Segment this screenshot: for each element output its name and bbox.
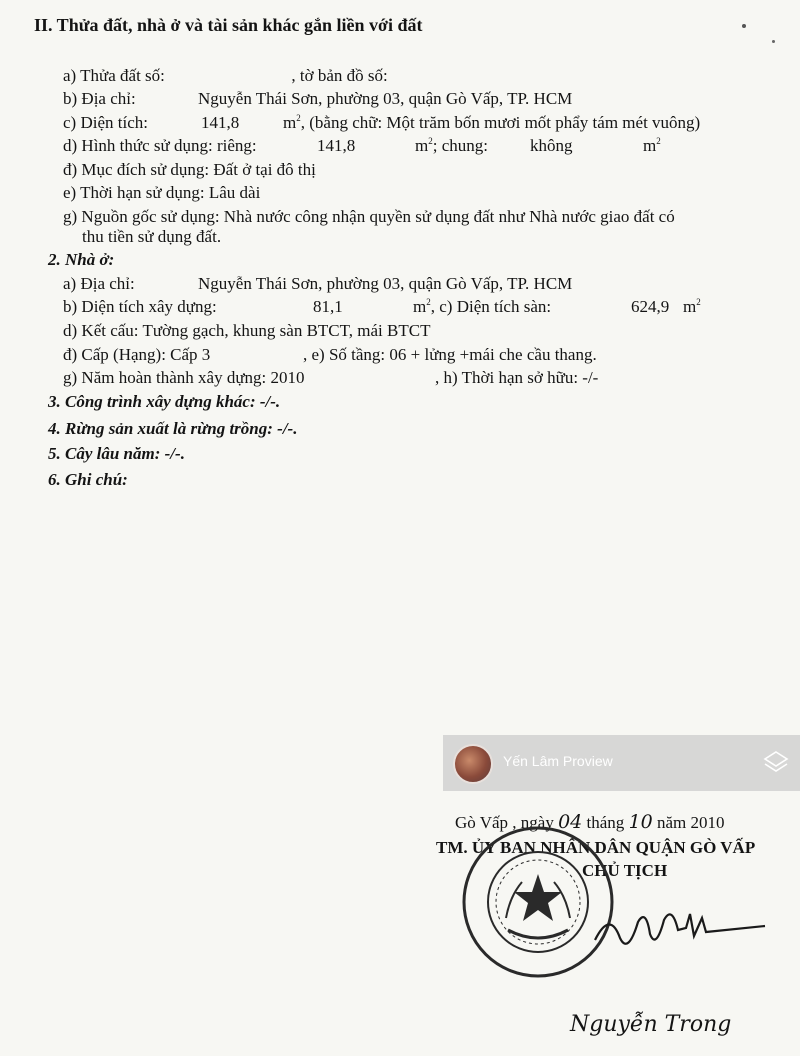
signer-name: Nguyễn Trong [570, 1012, 732, 1037]
house-structure-value: Tường gạch, khung sàn BTCT, mái BTCT [142, 321, 431, 340]
house-completion-row [63, 368, 599, 388]
land-purpose-label: đ) Mục đích sử dụng: [63, 160, 210, 179]
notes-section: 6. Ghi chú: [48, 470, 128, 489]
house-floors-value: 06 + lửng +mái che cầu thang. [389, 345, 597, 364]
signing-place: Gò Vấp , [455, 813, 517, 832]
month-value: 10 [628, 811, 653, 833]
issuing-authority: TM. ỦY BAN NHÂN DÂN QUẬN GÒ VẤP [436, 838, 756, 857]
land-private-area: 141,8 [317, 136, 356, 155]
house-grade-label: đ) Cấp (Hạng): [63, 345, 166, 364]
land-purpose-row [63, 160, 316, 180]
month-label: tháng [586, 813, 625, 832]
land-map-sheet-label: , tờ bản đồ số: [291, 66, 388, 85]
land-private-unit: m [415, 136, 429, 155]
land-address-label: b) Địa chỉ: [63, 89, 136, 108]
land-parcel-label: a) Thửa đất số: [63, 66, 165, 85]
house-building-area-row: b) Diện tích xây dựng: 81,1 $m^2$, c) Diện tích sàn: 624,9 $m^2$ [63, 297, 701, 316]
land-usage-form-row: d) Hình thức sử dụng: riêng: 141,8 $m^2$; chung: không $m^2$ [63, 136, 661, 155]
year-label: năm [657, 813, 687, 832]
house-floor-area-label: , c) Diện tích sàn: [430, 297, 552, 316]
land-address-row [63, 89, 573, 109]
layers-icon [762, 749, 790, 777]
land-area-unit: m [283, 113, 297, 132]
house-completion-label: g) Năm hoàn thành xây dựng: [63, 368, 267, 387]
signature-scribble [590, 900, 770, 960]
land-usage-form-label: d) Hình thức sử dụng: riêng: [63, 136, 257, 155]
land-parcel-row [63, 66, 388, 86]
land-term-value: Lâu dài [208, 183, 261, 202]
scan-speck [742, 24, 746, 28]
land-area-words: , (bằng chữ: Một trăm bốn mươi mốt phẩy tám mét vuông) [300, 113, 701, 132]
house-address-label: a) Địa chỉ: [63, 274, 135, 293]
house-floor-area-unit: m [683, 297, 697, 316]
land-purpose-value: Đất ở tại đô thị [213, 160, 316, 179]
house-grade-row [63, 345, 597, 365]
land-term-row [63, 183, 260, 203]
land-area-label: c) Diện tích: [63, 113, 148, 132]
house-floors-label: , e) Số tầng: [303, 345, 386, 364]
house-address-value: Nguyễn Thái Sơn, phường 03, quận Gò Vấp, TP. HCM [198, 274, 573, 293]
section-title: II. Thửa đất, nhà ở và tài sản khác gắn liền với đất [34, 15, 423, 35]
land-shared-unit: m [643, 136, 657, 155]
land-origin-continuation: thu tiền sử dụng đất. [82, 227, 222, 246]
land-address-value: Nguyễn Thái Sơn, phường 03, quận Gò Vấp, TP. HCM [198, 89, 573, 108]
watermark-text: Yến Lâm Proview [503, 753, 613, 769]
house-ownership-term-label: , h) Thời hạn sở hữu: [435, 368, 579, 387]
house-address-row [63, 274, 573, 294]
house-section-title: 2. Nhà ở: [48, 250, 115, 269]
watermark-banner [443, 735, 800, 791]
house-structure-label: d) Kết cấu: [63, 321, 139, 340]
house-structure-row [63, 321, 430, 341]
other-construction-section: 3. Công trình xây dựng khác: -/-. [48, 392, 281, 411]
avatar [453, 744, 493, 784]
perennial-trees-section: 5. Cây lâu năm: -/-. [48, 444, 185, 463]
day-value: 04 [558, 811, 583, 833]
land-origin-row [63, 207, 675, 227]
scan-speck [772, 40, 775, 43]
year-value: 2010 [690, 813, 725, 832]
land-area-row: c) Diện tích: 141,8 $m^2$, (bằng chữ: Một trăm bốn mươi mốt phẩy tám mét vuông) [63, 113, 701, 132]
day-label: ngày [520, 813, 554, 832]
production-forest-section: 4. Rừng sản xuất là rừng trồng: -/-. [48, 419, 298, 438]
land-term-label: e) Thời hạn sử dụng: [63, 183, 205, 202]
house-grade-value: Cấp 3 [170, 345, 211, 364]
house-completion-value: 2010 [270, 368, 305, 387]
land-shared-area: không [530, 136, 573, 155]
land-shared-label: ; chung: [432, 136, 488, 155]
house-building-area-unit: m [413, 297, 427, 316]
signer-title: CHỦ TỊCH [582, 861, 668, 880]
house-ownership-term-value: -/- [582, 368, 599, 387]
house-building-area-label: b) Diện tích xây dựng: [63, 297, 217, 316]
land-area-value: 141,8 [201, 113, 240, 132]
land-origin-label: g) Nguồn gốc sử dụng: [63, 207, 220, 226]
house-building-area-value: 81,1 [313, 297, 343, 316]
house-floor-area-value: 624,9 [631, 297, 670, 316]
land-origin-value: Nhà nước công nhận quyền sử dụng đất như Nhà nước giao đất có [223, 207, 675, 226]
